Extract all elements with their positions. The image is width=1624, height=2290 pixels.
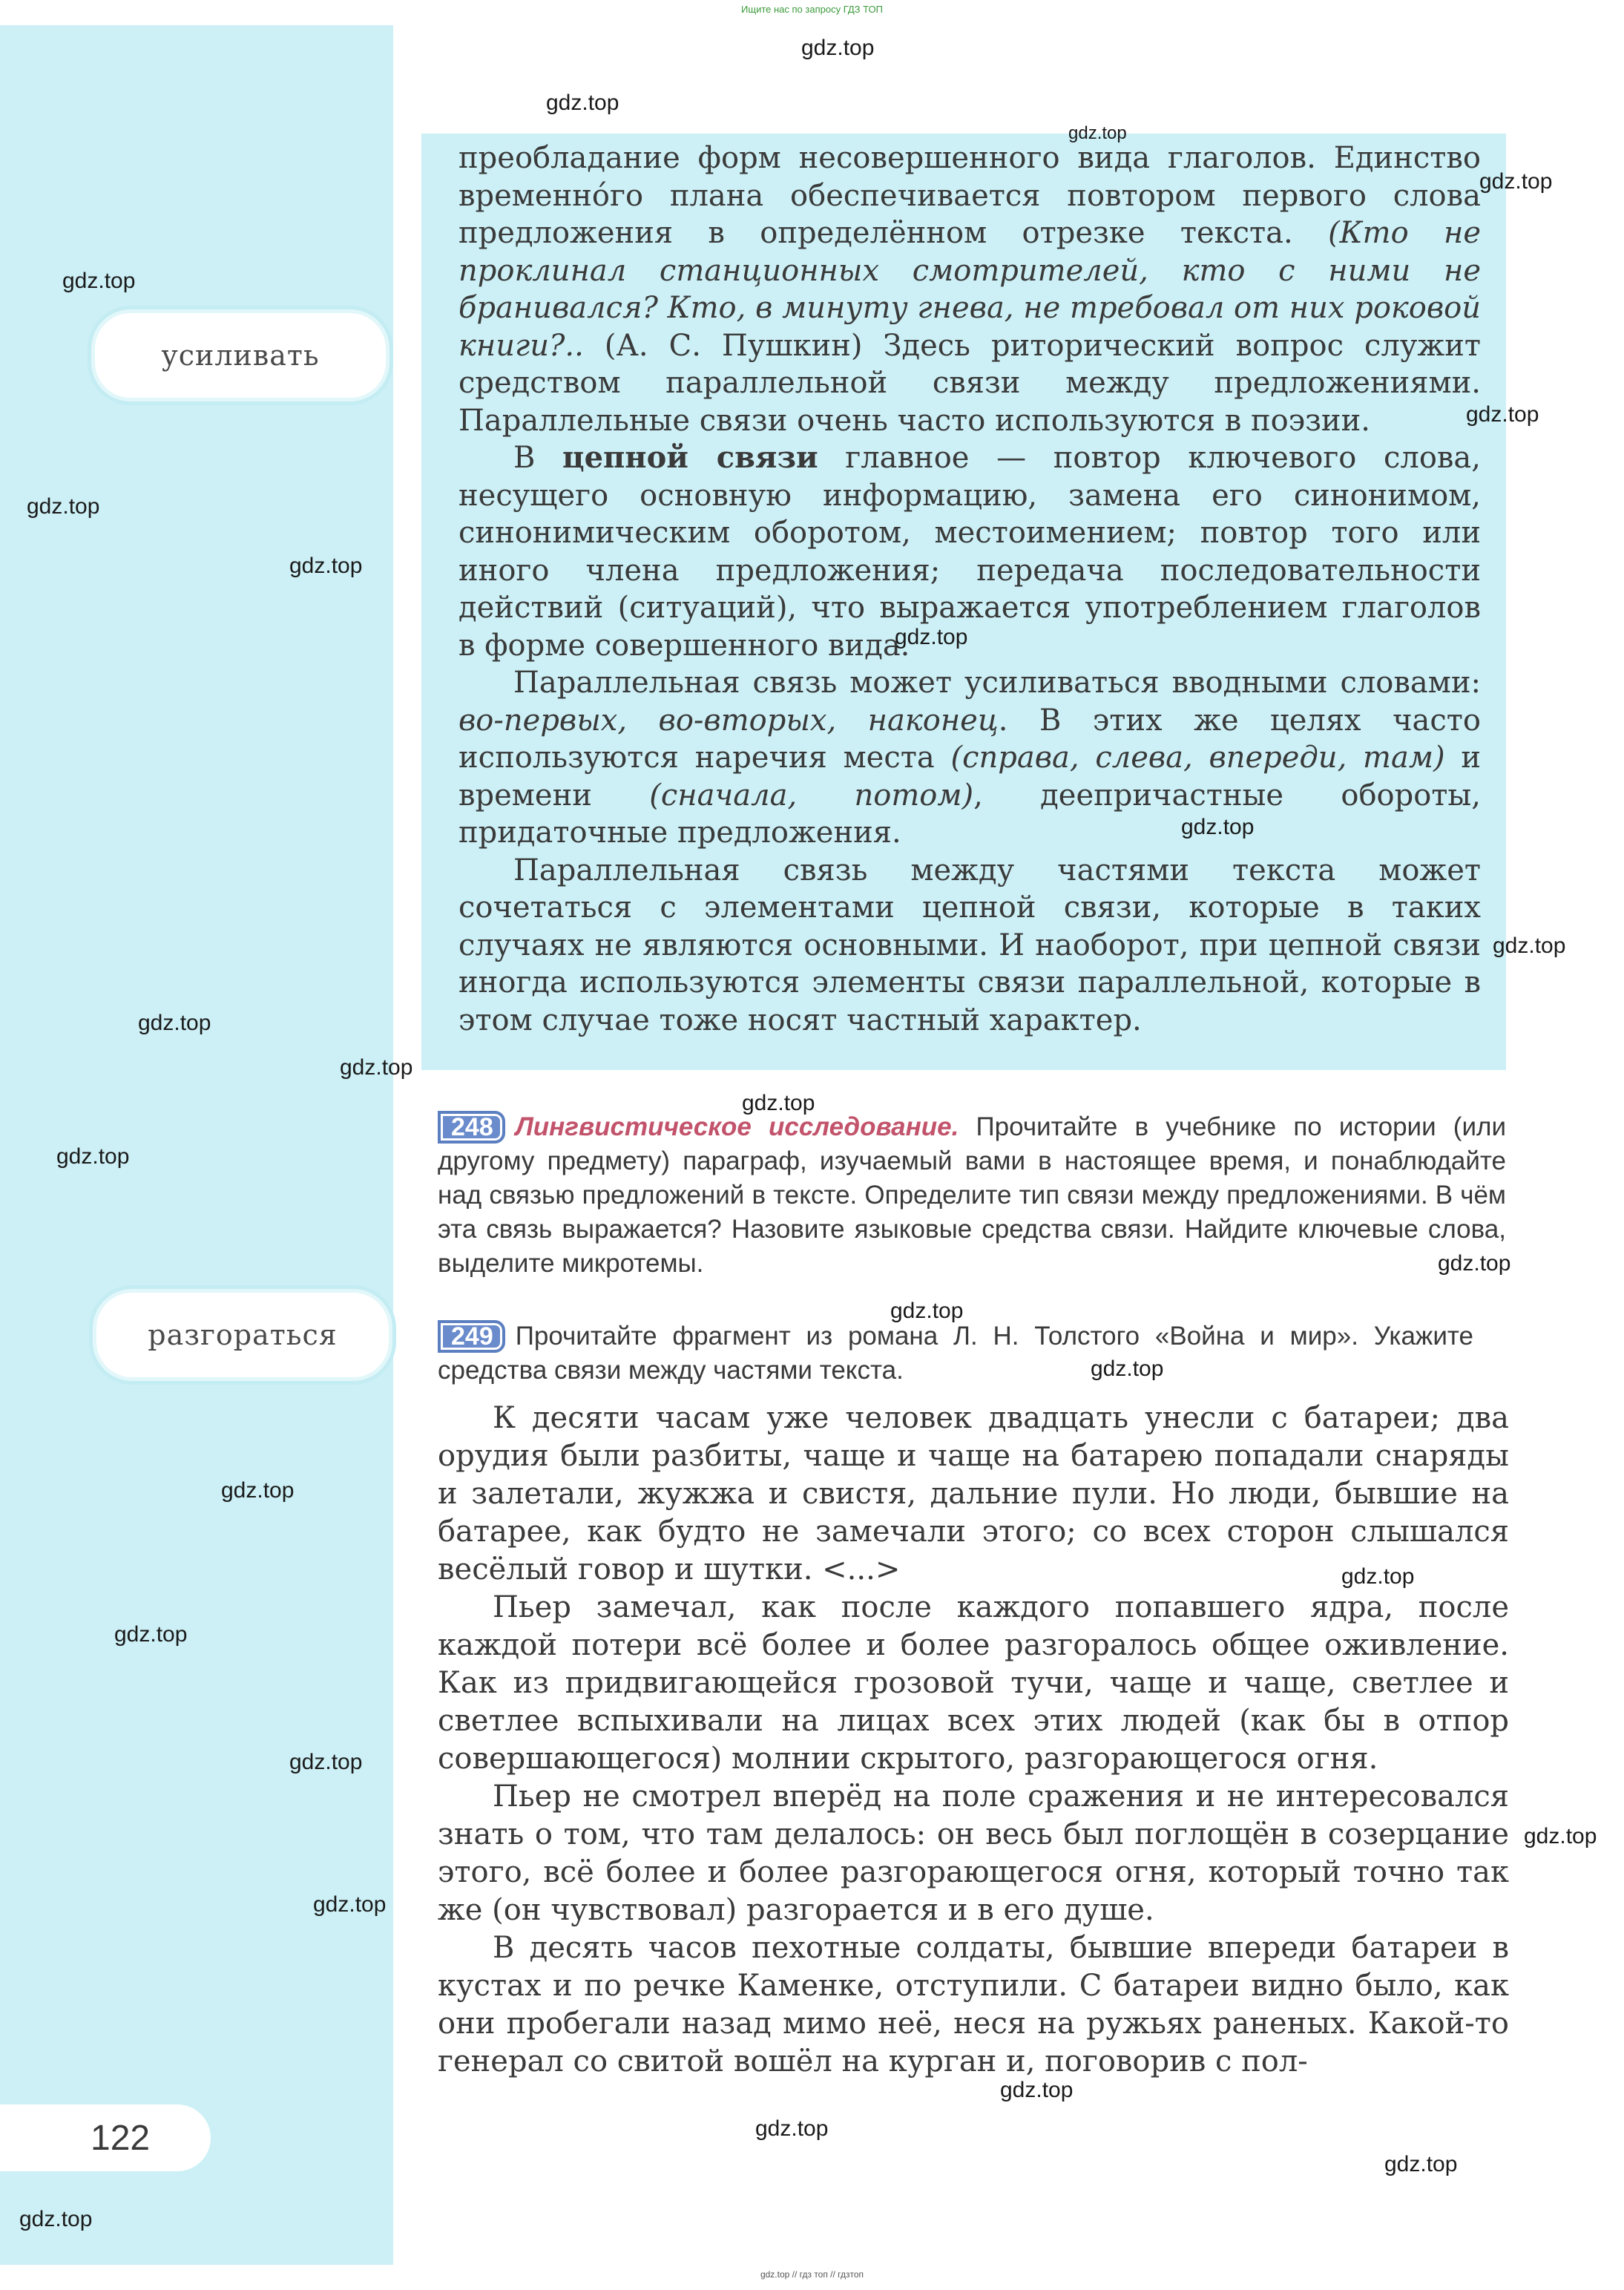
watermark: gdz.top: [890, 1299, 964, 1323]
footer-note: gdz.top // гдз топ // гдзтоп: [760, 2269, 864, 2280]
watermark: gdz.top: [1000, 2078, 1074, 2102]
watermark: gdz.top: [801, 36, 875, 60]
watermark: gdz.top: [19, 2207, 93, 2231]
exercise-text: Прочитайте в учебнике по истории (или другому предмету) параграф, изучаемый вами в настоящее время, и понаблюдайте над связью предложений в тексте. Определите тип связи между предложениями. В чём эта связь выражается? Назовите языковые средства связи. Найдите ключевые слова, выделите микротемы.: [438, 1112, 1506, 1278]
page-number: 122: [0, 2104, 211, 2171]
exercise-number-badge: 248: [438, 1111, 505, 1144]
exercise-248: [438, 1110, 1506, 1281]
watermark: gdz.top: [1466, 402, 1539, 427]
watermark: gdz.top: [62, 269, 136, 293]
watermark: gdz.top: [56, 1144, 130, 1169]
margin-word-1: усиливать: [88, 306, 393, 405]
watermark: gdz.top: [221, 1478, 295, 1503]
watermark: gdz.top: [546, 91, 619, 115]
exercise-text: Прочитайте фрагмент из романа Л. Н. Толстого «Война и мир». Укажите средства связи между частями текста.: [438, 1322, 1473, 1385]
watermark: gdz.top: [289, 1750, 363, 1774]
exercise-title: Лингвистическое исследование.: [515, 1112, 959, 1141]
excerpt-paragraph-3: Пьер не смотрел вперёд на поле сражения и не интересовался знать о том, что там делалось: он весь был поглощён в созерцание этого, всё более и более разгорающегося огня, который точно так же (он чувствовал) разгорается и в его душе.: [438, 1779, 1509, 1927]
header-note: Ищите нас по запросу ГДЗ ТОП: [741, 4, 883, 15]
excerpt-paragraph-4: В десять часов пехотные солдаты, бывшие впереди батареи в кустах и по речке Каменке, отступили. С батареи видно было, как они пробегали назад мимо неё, неся на ружьях раненых. Какой-то генерал со свитой вошёл на курган и, поговорив с пол-: [438, 1931, 1509, 2079]
watermark: gdz.top: [1438, 1251, 1511, 1276]
rule-paragraph-4: Параллельная связь между частями текста может сочетаться с элементами цепной связи, которые в таких случаях не являются основными. И наоборот, при цепной связи иногда используются элементы связи параллельной, которые в этом случае тоже носят частный характер.: [458, 853, 1481, 1037]
watermark: gdz.top: [1479, 169, 1553, 194]
watermark: gdz.top: [1091, 1356, 1164, 1381]
rule-text: [458, 140, 1481, 1039]
watermark: gdz.top: [138, 1011, 211, 1035]
watermark: gdz.top: [1068, 123, 1127, 143]
excerpt-paragraph-1: К десяти часам уже человек двадцать унесли с батареи; два орудия были разбиты, чаще и чаще на батарею попадали снаряды и залетали, жужжа и свистя, дальние пули. Но люди, бывшие на батарее, как будто не замечали этого; со всех сторон слышался весёлый говор и шутки. <...>: [438, 1401, 1509, 1587]
watermark: gdz.top: [27, 494, 100, 519]
watermark: gdz.top: [742, 1091, 815, 1115]
rule-paragraph-1: преобладание форм несовершенного вида глаголов. Единство временно́го плана обеспечивается повтором первого слова предложения в определённом отрезке текста. (Кто не проклинал станционных смотрителей, кто с ними не бранивался? Кто, в минуту гнева, не требовал от них роковой книги?.. (А. С. Пушкин) Здесь риторический вопрос служит средством параллельной связи между предложениями. Параллельные связи очень часто используются в поэзии.: [458, 141, 1482, 438]
watermark: gdz.top: [1524, 1824, 1597, 1848]
exercise-number-badge: 249: [438, 1320, 505, 1353]
tolstoy-excerpt: [438, 1400, 1509, 2081]
exercise-249: [438, 1319, 1473, 1388]
watermark: gdz.top: [755, 2116, 829, 2141]
watermark: gdz.top: [313, 1892, 387, 1917]
rule-paragraph-2: В цепной связи главное — повтор ключевого слова, несущего основную информацию, замена его синонимом, синонимическим оборотом, местоимением; повтор того или иного члена предложения; передача последовательности действий (ситуаций), что выражается употреблением глаголов в форме совершенного вида.: [458, 440, 1481, 663]
excerpt-paragraph-2: Пьер замечал, как после каждого попавшего ядра, после каждой потери всё более и более разгоралось общее оживление. Как из придвигающейся грозовой тучи, чаще и чаще, светлее и светлее вспыхивали на лицах всех этих людей (как бы в отпор совершающегося) молнии скрытого, разгорающегося огня.: [438, 1590, 1509, 1776]
watermark: gdz.top: [114, 1622, 188, 1647]
watermark: gdz.top: [1341, 1564, 1415, 1589]
watermark: gdz.top: [289, 554, 363, 578]
watermark: gdz.top: [1493, 934, 1566, 958]
watermark: gdz.top: [340, 1055, 413, 1080]
watermark: gdz.top: [1181, 815, 1255, 839]
rule-paragraph-3: Параллельная связь может усиливаться вводными словами: во-первых, во-вторых, наконец. В этих же целях часто используются наречия места (справа, слева, впереди, там) и времени (сначала, потом), деепричастные обороты, придаточные предложения.: [458, 666, 1482, 850]
watermark: gdz.top: [1384, 2152, 1458, 2176]
watermark: gdz.top: [895, 625, 968, 649]
margin-word-2: разгораться: [89, 1285, 396, 1385]
